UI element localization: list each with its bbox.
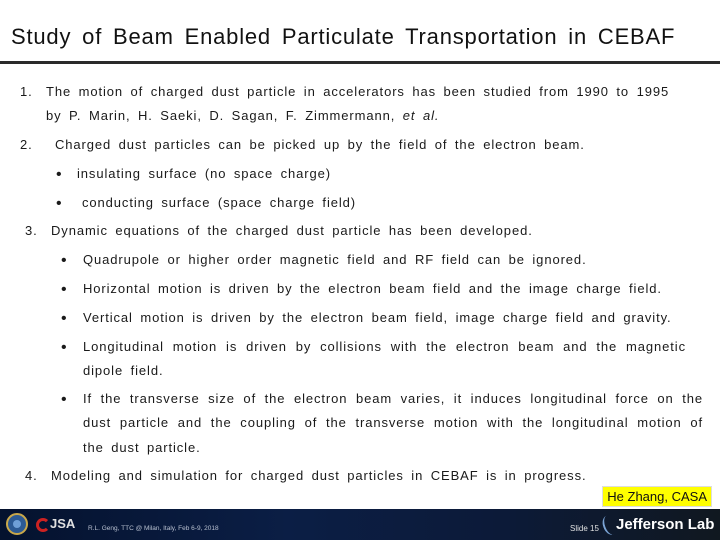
sub3-item-3: Vertical motion is driven by the electron beam field, image charge field and gravity. [83,310,672,325]
item-1-line-2 [46,108,439,123]
sub3-item-5-line-1: If the transverse size of the electron beam varies, it induces longitudinal force on the [83,391,703,406]
bullet-icon: • [61,281,67,298]
item-1-number: 1. [20,84,33,99]
sub3-item-1: Quadrupole or higher order magnetic field and RF field can be ignored. [83,252,587,267]
item-4-text: Modeling and simulation for charged dust particles in CEBAF is in progress. [51,468,587,483]
item-1-et-al: et al. [402,108,440,123]
item-3-text: Dynamic equations of the charged dust particle has been developed. [51,223,533,238]
author-credit-badge: He Zhang, CASA [602,486,712,507]
jsa-arc-icon [36,518,50,532]
bullet-icon: • [56,166,62,183]
jsa-logo-text: JSA [50,516,76,531]
slide-title: Study of Beam Enabled Particulate Transportation in CEBAF [11,24,676,49]
item-1-authors: by P. Marin, H. Saeki, D. Sagan, F. Zimmermann, [46,108,396,123]
footer-citation: R.L. Geng, TTC @ Milan, Italy, Feb 6-9, 2018 [88,525,219,532]
sub3-item-5-line-2: dust particle and the coupling of the transverse motion with the longitudinal motion of [83,415,703,430]
jsa-logo [36,514,76,534]
item-1-line-1: The motion of charged dust particle in accelerators has been studied from 1990 to 1995 [46,84,670,99]
item-2-number: 2. [20,137,33,152]
sub3-item-4-line-2: dipole field. [83,363,164,378]
slide-number: Slide 15 [570,524,599,533]
item-2-text: Charged dust particles can be picked up by the field of the electron beam. [55,137,585,152]
footer-bar [0,509,720,540]
bullet-icon: • [61,252,67,269]
item-4-number: 4. [25,468,38,483]
sub3-item-5-line-3: the dust particle. [83,440,201,455]
sub2-item-1: insulating surface (no space charge) [77,166,331,181]
bullet-icon: • [61,339,67,356]
item-3-number: 3. [25,223,38,238]
sub3-item-4-line-1: Longitudinal motion is driven by collisions with the electron beam and the magnetic [83,339,686,354]
jefferson-lab-logo: Jefferson Lab [616,516,715,533]
doe-seal-logo [6,513,28,535]
bullet-icon: • [61,391,67,408]
sub3-item-2: Horizontal motion is driven by the electron beam field and the image charge field. [83,281,662,296]
bullet-icon: • [61,310,67,327]
sub2-item-2: conducting surface (space charge field) [82,195,357,210]
title-divider [0,61,720,64]
bullet-icon: • [56,195,62,212]
